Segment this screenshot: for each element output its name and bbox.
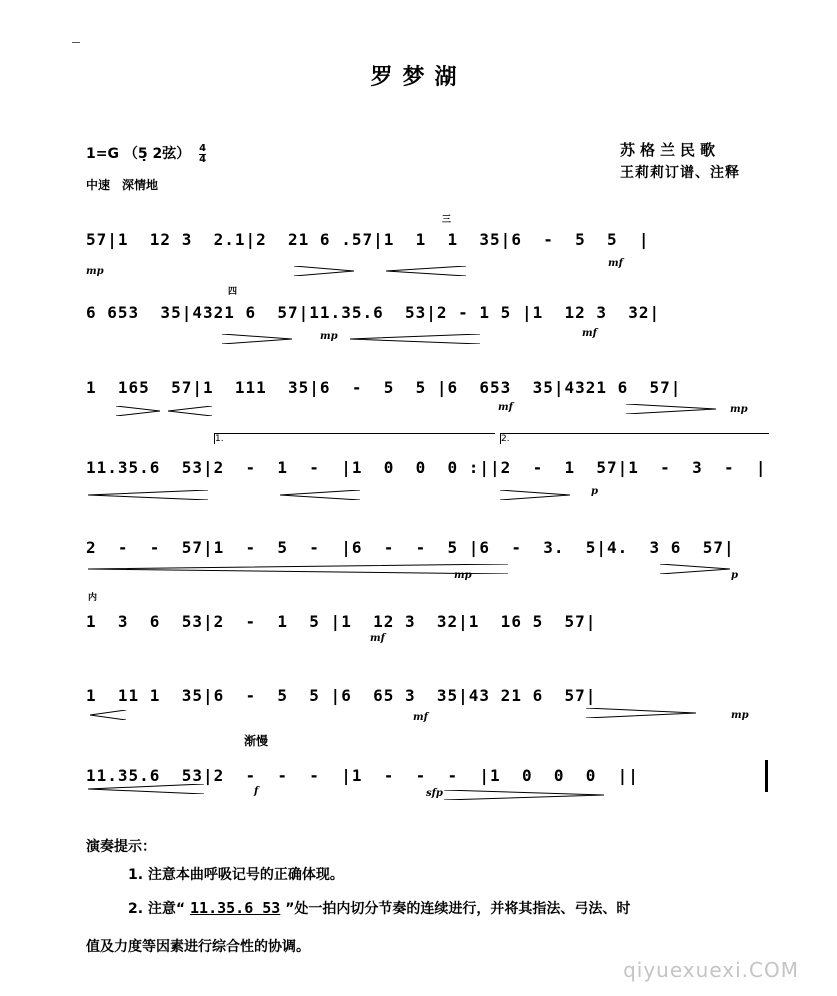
decrescendo-hairpin: [586, 708, 696, 718]
dynamic-mark: mp: [731, 710, 749, 721]
line-notes: 11.35.6 53|2 - 1 - |1 0 0 0 :||2 - 1 57|1 - 3 - |: [86, 458, 767, 477]
dynamic-mark: mp: [320, 331, 338, 342]
dynamic-mark: mp: [86, 266, 104, 277]
note-item-2-example: 11.35.6 53: [190, 899, 281, 917]
note-item-2-suffix: ”处一拍内切分节奏的连续进行，并将其指法、弓法、时: [285, 901, 631, 917]
crescendo-hairpin: [168, 406, 212, 416]
note-item-2-continued: 值及力度等因素进行综合性的协调。: [86, 939, 310, 955]
decrescendo-hairpin: [116, 406, 160, 416]
line-notes: 6 653 35|4321 6 57|11.35.6 53|2 - 1 5 |1 12 3 32|: [86, 303, 661, 322]
time-signature: [199, 144, 206, 165]
scan-mark: [72, 42, 80, 43]
score-line-1: [86, 230, 768, 266]
decrescendo-hairpin: [294, 266, 354, 276]
tempo-marking: 中速 深情地: [86, 178, 159, 192]
time-bottom: 4: [199, 153, 207, 165]
tempo-change: 渐慢: [244, 734, 269, 748]
crescendo-hairpin: [90, 710, 126, 720]
dynamic-mark: mp: [454, 570, 472, 581]
volta-label: 1.: [215, 434, 224, 444]
arranger: 王莉莉订谱、注释: [620, 165, 740, 181]
line-notes: 1 3 6 53|2 - 1 5 |1 12 3 32|1 16 5 57|: [86, 612, 597, 631]
dynamic-mark: mf: [582, 328, 597, 339]
decrescendo-hairpin: [222, 334, 292, 344]
note-item-2-prefix: 2. 注意“: [128, 901, 186, 917]
dynamic-mark: sfp: [426, 788, 443, 799]
note-item-2: [128, 898, 630, 918]
line-notes: 2 - - 57|1 - 5 - |6 - - 5 |6 - 3. 5|4. 3 6 57|: [86, 538, 735, 557]
decrescendo-hairpin: [626, 404, 716, 414]
volta-bracket-2: [500, 433, 769, 444]
score-line-6: [86, 612, 768, 648]
fingering-mark: 内: [88, 593, 98, 603]
volta-label: 2.: [501, 434, 510, 444]
dynamic-mark: f: [254, 786, 259, 797]
dynamic-mark: p: [731, 570, 738, 581]
dynamic-mark: mf: [498, 402, 513, 413]
line-notes: 11.35.6 53|2 - - - |1 - - - |1 0 0 0 ||: [86, 766, 639, 785]
note-item-1: 1. 注意本曲呼吸记号的正确体现。: [128, 867, 344, 883]
crescendo-hairpin: [280, 490, 360, 500]
final-barline: [765, 760, 768, 792]
page-title: 罗梦湖: [370, 65, 467, 90]
dynamic-mark: p: [591, 486, 598, 497]
line-notes: 1 165 57|1 111 35|6 - 5 5 |6 653 35|4321 6 57|: [86, 378, 682, 397]
volta-bracket-1: [214, 433, 495, 444]
fingering-mark: 四: [228, 287, 238, 297]
crescendo-hairpin: [350, 334, 480, 344]
dynamic-mark: mf: [370, 633, 385, 644]
crescendo-hairpin: [386, 266, 466, 276]
line-notes: 57|1 12 3 2.1|2 21 6 .57|1 1 1 35|6 - 5 5 |: [86, 230, 650, 249]
dynamic-mark: mf: [608, 258, 623, 269]
decrescendo-hairpin: [444, 790, 604, 800]
fingering-mark: 三: [442, 215, 452, 225]
crescendo-hairpin: [88, 490, 208, 500]
notes-heading: 演奏提示：: [86, 839, 156, 855]
composer: 苏格兰民歌: [620, 141, 721, 159]
line-notes: 1 11 1 35|6 - 5 5 |6 65 3 35|43 21 6 57|: [86, 686, 597, 705]
dynamic-mark: mf: [413, 712, 428, 723]
key-text: 1=G （5̣ 2弦）: [86, 146, 191, 162]
crescendo-hairpin: [88, 784, 204, 794]
watermark: qiyuexuexi.COM: [623, 958, 799, 982]
key-signature: [86, 143, 206, 165]
dynamic-mark: mp: [730, 404, 748, 415]
decrescendo-hairpin: [500, 490, 570, 500]
time-top: 4: [199, 142, 207, 154]
score-line-4: [86, 458, 768, 494]
decrescendo-hairpin: [660, 564, 730, 574]
crescendo-hairpin: [88, 564, 508, 574]
